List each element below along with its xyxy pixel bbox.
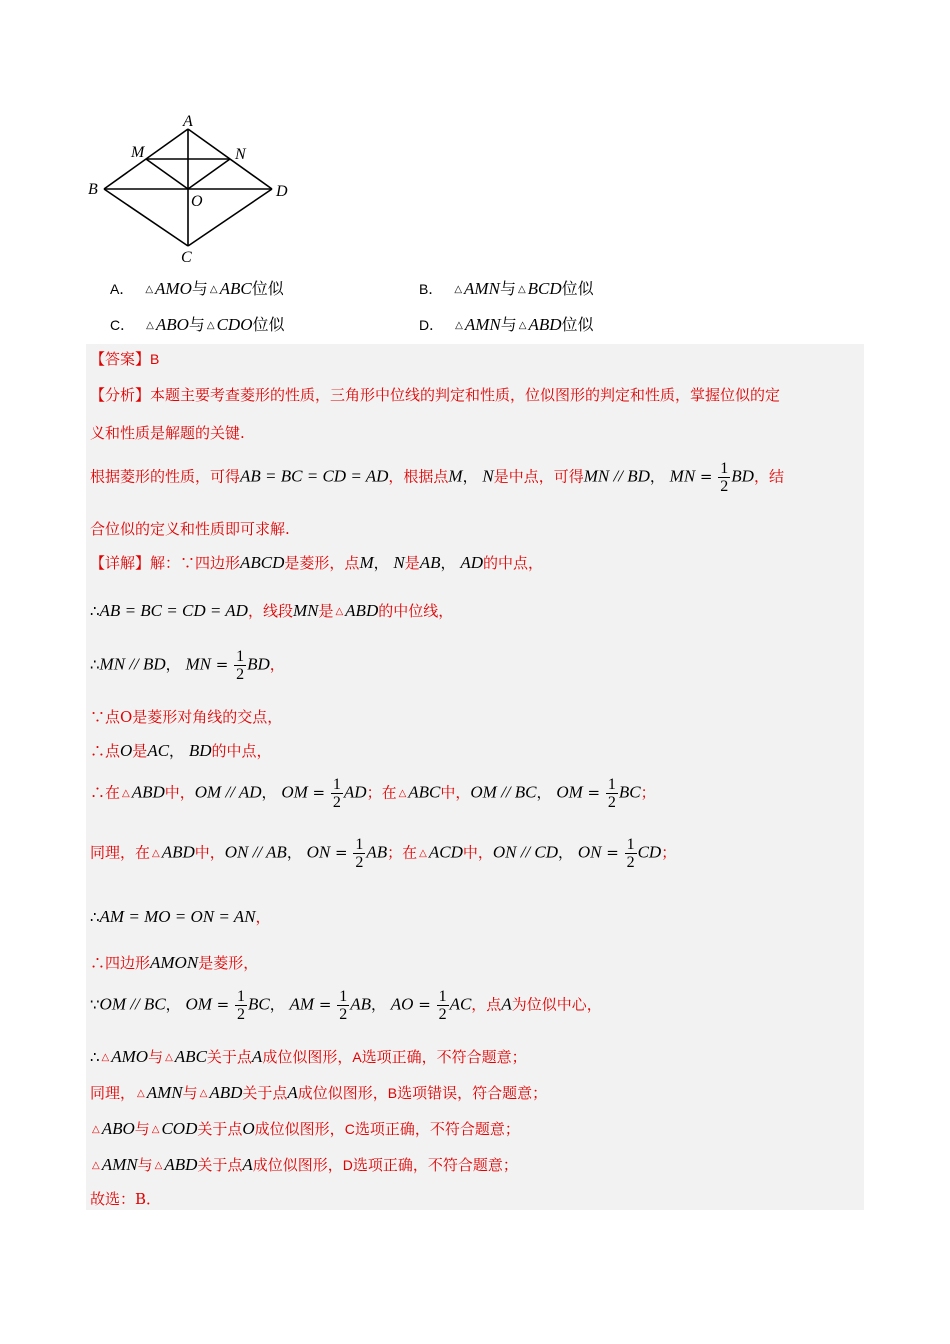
detail-line-14: △ AMN与 △ ABD关于点A成位似图形，D选项正确，不符合题意；: [92, 1155, 518, 1174]
detail-line-7: 同理，在 △ ABD中，ON // AB， ON = $\frac{1}{2}$ AB；在 △ ACD中，ON // CD， ON = $\frac{1}{2}$ CD；: [90, 836, 677, 871]
detail-line-9: ∴四边形AMON是菱形，: [90, 953, 259, 972]
analysis-line-3: 根据菱形的性质，可得AB = BC = CD = AD，根据点M， N是中点，可得MN // BD， MN = $\frac{1}{2}$ BD，结: [90, 460, 784, 495]
option-a[interactable]: A． △ AMO与 △ ABC位似: [110, 279, 284, 298]
rhombus-figure: [84, 112, 304, 272]
option-d[interactable]: D． △ AMN与 △ ABD位似: [419, 315, 594, 334]
label-c: C: [181, 249, 192, 266]
detail-line-5: ∴点O是AC， BD的中点，: [90, 741, 272, 760]
label-o: O: [191, 193, 203, 210]
label-b: B: [88, 181, 98, 198]
option-c[interactable]: C． △ ABO与 △ CDO位似: [110, 315, 285, 334]
analysis-line-2: 义和性质是解题的关键.: [90, 424, 245, 442]
detail-line-3: ∴MN // BD， MN = $\frac{1}{2}$ BD，: [90, 648, 285, 683]
answer-line: 【答案】B: [90, 350, 160, 368]
analysis-line-1: 【分析】本题主要考查菱形的性质，三角形中位线的判定和性质，位似图形的判定和性质，掌握位似的定: [90, 386, 781, 404]
detail-line-4: ∵点O是菱形对角线的交点，: [90, 708, 283, 726]
detail-line-13: △ ABO与 △ COD关于点O成位似图形，C选项正确，不符合题意；: [92, 1119, 520, 1138]
detail-line-1: 【详解】解：∵四边形ABCD是菱形，点M， N是AB， AD的中点，: [90, 553, 544, 572]
label-n: N: [235, 146, 246, 163]
detail-line-12: 同理， △ AMN与 △ ABD关于点A成位似图形，B选项错误，符合题意；: [90, 1083, 548, 1102]
option-b[interactable]: B． △ AMN与 △ BCD位似: [419, 279, 594, 298]
detail-line-8: ∴AM = MO = ON = AN，: [90, 907, 271, 926]
rhombus-diagram: [84, 112, 304, 272]
analysis-line-4: 合位似的定义和性质即可求解.: [90, 520, 290, 538]
detail-line-6: ∴在 △ ABD中，OM // AD， OM = $\frac{1}{2}$ AD；在 △ ABC中，OM // BC， OM = $\frac{1}{2}$ BC；: [90, 776, 656, 811]
detail-line-2: ∴AB = BC = CD = AD，线段MN是 △ ABD的中位线，: [90, 601, 454, 620]
detail-line-11: ∴ △ AMO与 △ ABC关于点A成位似图形，A选项正确，不符合题意；: [90, 1047, 527, 1066]
label-d: D: [276, 183, 288, 200]
detail-line-15: 故选：B．: [90, 1190, 162, 1208]
label-m: M: [131, 144, 145, 161]
label-a: A: [183, 113, 193, 130]
detail-line-10: ∵OM // BC， OM = $\frac{1}{2}$ BC， AM = $\frac{1}{2}$ AB， AO = $\frac{1}{2}$ AC，点A为位似中心，: [90, 988, 602, 1023]
